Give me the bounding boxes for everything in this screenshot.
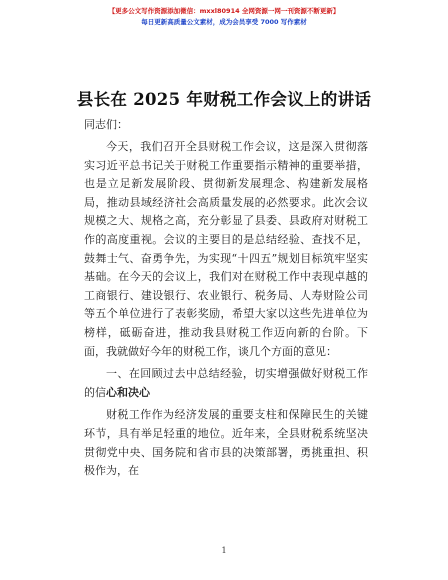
page-number: 1 <box>221 546 227 555</box>
header-banner <box>0 6 448 28</box>
paragraph-2: 财税工作作为经济发展的重要支柱和保障民生的关键环节，具有举足轻重的地位。近年来，全县财税系统坚决贯彻党中央、国务院和省市县的决策部署，勇挑重担、积极作为，在 <box>84 408 368 478</box>
section-heading-1-text: 一、在回顾过去中总结经验，切实增强做好财税工作的信 <box>84 367 368 399</box>
greeting: 同志们： <box>84 118 128 131</box>
section-heading-1 <box>84 365 368 402</box>
document-body <box>84 138 368 481</box>
banner-line-1: 【更多公文写作资源添加微信：mxxl80914 全网资源一网一刊资源不断更新】 <box>108 7 340 15</box>
document-title: 县长在 2025 年财税工作会议上的讲话 <box>76 90 372 109</box>
banner-line-2: 每日更新高质量公文素材，成为会员享受 7000 写作素材 <box>141 18 307 26</box>
paragraph-intro: 今天，我们召开全县财税工作会议，这是深入贯彻落实习近平总书记关于财税工作重要指示精神的重要举措，也是立足新发展阶段、贯彻新发展理念、构建新发展格局，推动县域经济社会高质量发展的必然要求。此次会议规模之大、规格之高，充分彰显了县委、县政府对财税工作的高度重视。会议的主要目的是总结经验、查找不足，鼓舞士气、奋勇争先，为实现“十四五”规划目标筑牢坚实基础。在今天的会议上，我们对在财税工作中表现卓越的工商银行、建设银行、农业银行、税务局、人寿财险公司等五个单位进行了表彰奖励，希望大家以这些先进单位为榜样，砥砺奋进，推动我县财税工作迈向新的台阶。下面，我就做好今年的财税工作，谈几个方面的意见： <box>84 140 368 358</box>
section-heading-1-bold: 心和决心 <box>106 385 150 399</box>
